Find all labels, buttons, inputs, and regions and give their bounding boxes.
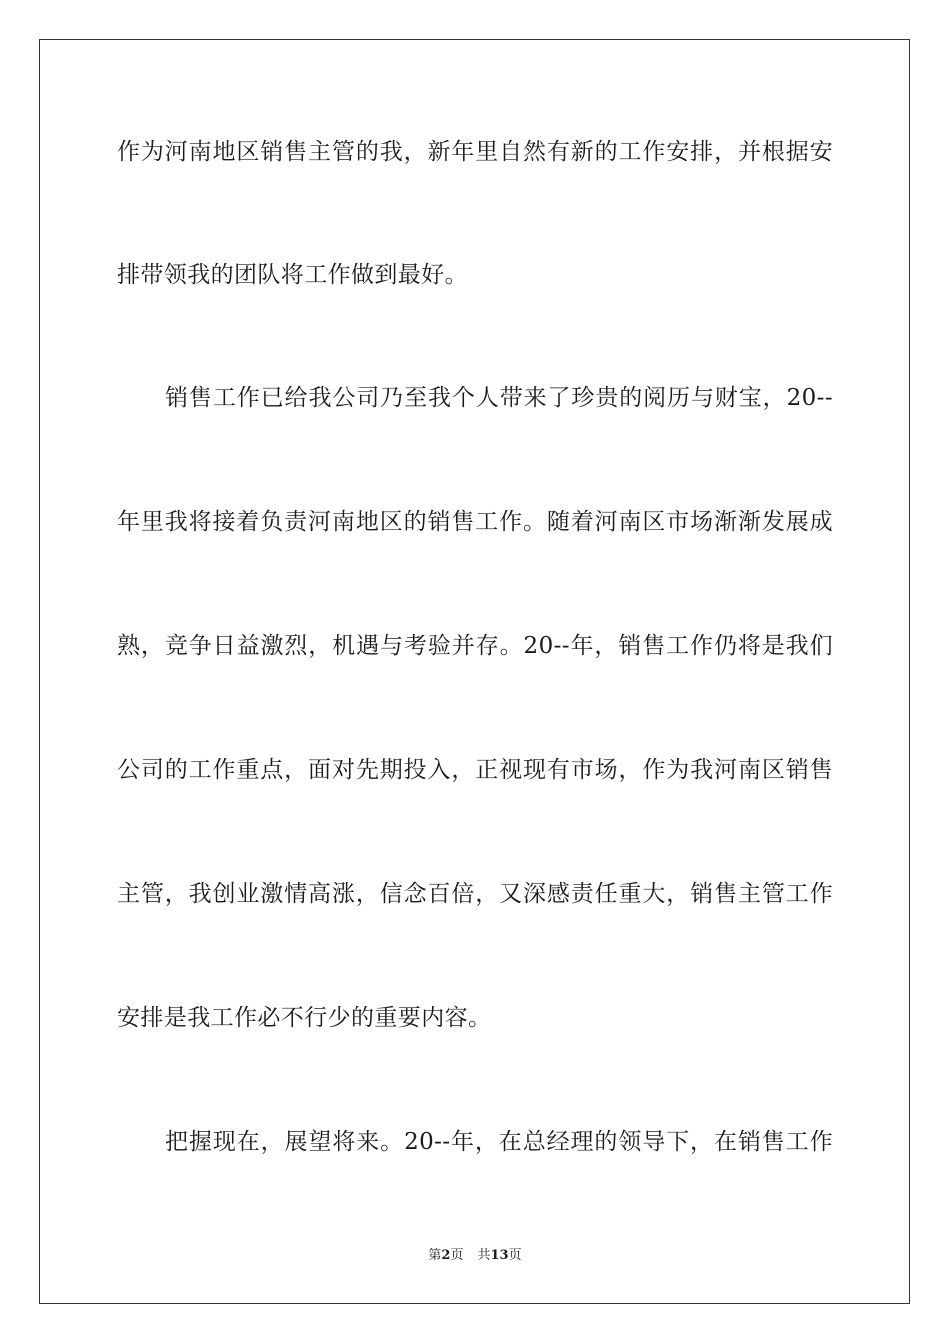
page-footer	[0, 1247, 950, 1265]
paragraph-2-line-6: 安排是我工作必不行少的重要内容。	[117, 1005, 492, 1031]
paragraph-2-line-5: 主管，我创业激情高涨，信念百倍，又深感责任重大，销售主管工作	[117, 881, 833, 907]
page-border	[39, 39, 910, 1304]
paragraph-1-line-1: 作为河南地区销售主管的我，新年里自然有新的工作安排，并根据安	[117, 139, 833, 165]
total-pages: 13	[490, 1248, 509, 1263]
page-prefix: 第	[428, 1248, 442, 1263]
paragraph-2-line-3: 熟，竞争日益激烈，机遇与考验并存。20--年，销售工作仍将是我们	[117, 633, 833, 659]
total-suffix: 页	[508, 1248, 522, 1263]
page-number: 2	[441, 1248, 451, 1263]
paragraph-2-line-1: 销售工作已给我公司乃至我个人带来了珍贵的阅历与财宝，20--	[165, 385, 833, 411]
paragraph-2-line-2: 年里我将接着负责河南地区的销售工作。随着河南区市场渐渐发展成	[117, 509, 833, 535]
total-prefix: 共	[477, 1248, 491, 1263]
paragraph-1-line-2: 排带领我的团队将工作做到最好。	[117, 262, 468, 288]
paragraph-3-line-1: 把握现在，展望将来。20--年，在总经理的领导下，在销售工作	[165, 1129, 833, 1155]
paragraph-2-line-4: 公司的工作重点，面对先期投入，正视现有市场，作为我河南区销售	[117, 757, 833, 783]
page-suffix: 页	[450, 1248, 464, 1263]
